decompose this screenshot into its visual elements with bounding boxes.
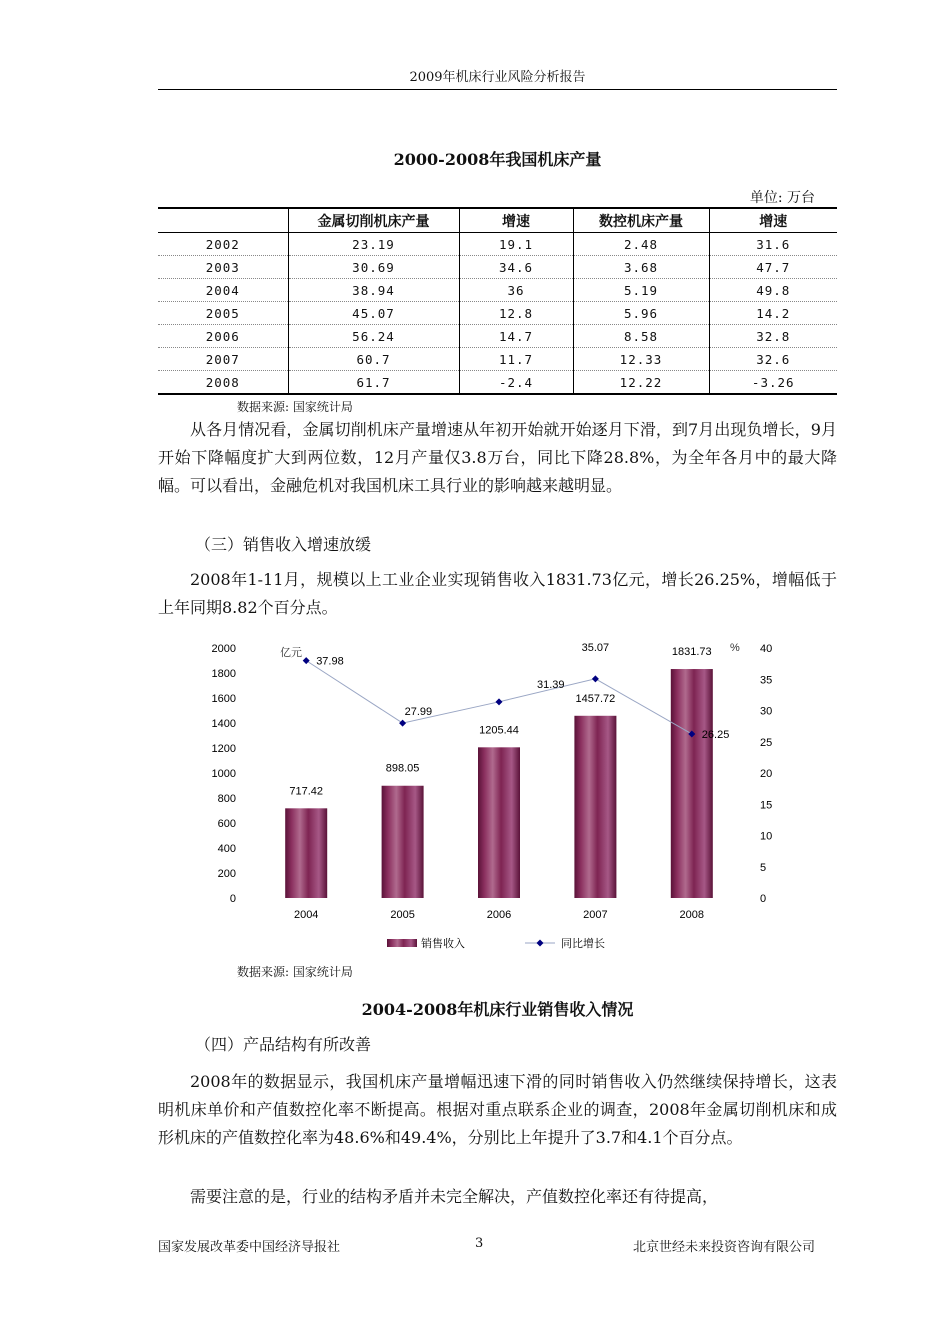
growth-marker [303, 657, 310, 664]
footer-left: 国家发展改革委中国经济导报社 [158, 1240, 341, 1255]
table-cell: 12.33 [573, 348, 709, 371]
sales-revenue-chart [180, 628, 780, 963]
table-cell: 2003 [158, 256, 288, 279]
right-tick-label: 5 [760, 861, 767, 874]
right-tick-label: 30 [760, 705, 773, 718]
table-cell: 5.96 [573, 302, 709, 325]
table-row [158, 371, 837, 395]
paragraph-1-text: 从各月情况看，金属切削机床产量增速从年初开始就开始逐月下滑，到7月出现负增长，9月开始下降幅度扩大到两位数，12月产量仅3.8万台，同比下降28.8%，为全年各月中的最大降幅。可以看出，金融危机对我国机床工具行业的影响越来越明显。 [158, 420, 837, 495]
paragraph-2 [158, 566, 837, 622]
left-tick-label: 800 [217, 793, 236, 805]
sales-bar [574, 716, 616, 898]
x-category-label: 2005 [390, 909, 415, 921]
growth-marker [399, 720, 406, 727]
table-cell: 14.2 [709, 302, 837, 325]
left-tick-label: 1800 [211, 668, 236, 680]
paragraph-4-text: 需要注意的是，行业的结构矛盾并未完全解决，产值数控化率还有待提高， [190, 1187, 719, 1206]
table-cell: 2006 [158, 325, 288, 348]
right-tick-label: 25 [760, 736, 773, 749]
bar-data-label: 1457.72 [575, 692, 616, 705]
sales-bar [671, 669, 713, 898]
x-category-label: 2007 [583, 909, 608, 921]
growth-marker [496, 698, 503, 705]
table-cell: 31.6 [709, 233, 837, 256]
table-row [158, 302, 837, 325]
x-axis-categories [294, 909, 704, 921]
table-cell: 2005 [158, 302, 288, 325]
right-tick-label: 35 [760, 674, 773, 687]
table-cell: 38.94 [288, 279, 459, 302]
table-header-col-1: 金属切削机床产量 [288, 208, 459, 233]
legend-bar-label: 销售收入 [421, 938, 465, 950]
bar-data-label: 898.05 [385, 762, 420, 775]
table-cell: 8.58 [573, 325, 709, 348]
paragraph-2-text: 2008年1-11月，规模以上工业企业实现销售收入1831.73亿元，增长26.25%，增幅低于上年同期8.82个百分点。 [158, 570, 837, 617]
sales-bar [285, 808, 327, 898]
table-cell: 11.7 [459, 348, 573, 371]
table-row [158, 279, 837, 302]
bar-data-label: 1831.73 [671, 646, 712, 659]
chart-caption: 2004-2008年机床行业销售收入情况 [361, 1000, 634, 1019]
table-cell: 23.19 [288, 233, 459, 256]
table-header-col-3: 数控机床产量 [573, 208, 709, 233]
production-table [158, 207, 837, 395]
table-title: 2000-2008年我国机床产量 [393, 150, 602, 169]
table-cell: 2008 [158, 371, 288, 395]
right-tick-label: 40 [760, 643, 773, 655]
table-cell: -3.26 [709, 371, 837, 395]
bar-data-label: 1205.44 [479, 724, 519, 737]
line-data-label: 31.39 [537, 678, 565, 691]
table-cell: 30.69 [288, 256, 459, 279]
table-cell: 32.6 [709, 348, 837, 371]
table-cell: 14.7 [459, 325, 573, 348]
left-tick-label: 0 [229, 893, 236, 905]
left-tick-label: 1000 [211, 768, 236, 780]
left-tick-label: 2000 [211, 643, 236, 655]
table-cell: 2002 [158, 233, 288, 256]
table-header-col-0 [158, 208, 288, 233]
legend-line-marker [537, 940, 544, 947]
left-tick-label: 600 [217, 818, 236, 830]
table-header-col-2: 增速 [459, 208, 573, 233]
left-axis-ticks [212, 643, 236, 905]
table-cell: 12.8 [459, 302, 573, 325]
right-tick-label: 20 [760, 768, 773, 780]
bar-data-label: 717.42 [289, 785, 324, 798]
growth-marker [592, 675, 599, 682]
table-cell: 34.6 [459, 256, 573, 279]
left-axis-label: 亿元 [280, 647, 302, 659]
table-cell: 12.22 [573, 371, 709, 395]
table-row [158, 325, 837, 348]
sales-bar [478, 747, 520, 898]
line-data-label: 35.07 [581, 641, 610, 654]
x-category-label: 2006 [486, 909, 512, 921]
header-rule [158, 89, 837, 90]
footer-page-number: 3 [475, 1236, 484, 1251]
section-3-heading: （三）销售收入增速放缓 [195, 535, 372, 554]
table-cell: 3.68 [573, 256, 709, 279]
footer-right: 北京世经未来投资咨询有限公司 [632, 1240, 815, 1255]
left-tick-label: 400 [217, 843, 236, 855]
table-cell: 19.1 [459, 233, 573, 256]
growth-line [306, 661, 692, 737]
left-tick-label: 200 [217, 868, 236, 880]
table-row [158, 256, 837, 279]
table-cell: 2.48 [573, 233, 709, 256]
table-unit: 单位: 万台 [749, 190, 815, 206]
table-cell: 47.7 [709, 256, 837, 279]
paragraph-3 [158, 1068, 837, 1152]
paragraph-1 [158, 416, 837, 500]
table-cell: 32.8 [709, 325, 837, 348]
left-tick-label: 1400 [211, 718, 236, 730]
x-category-label: 2004 [293, 909, 319, 921]
legend-line-label: 同比增长 [561, 938, 605, 950]
line-data-label: 27.99 [404, 706, 433, 719]
table-cell: 49.8 [709, 279, 837, 302]
table-row [158, 233, 837, 256]
right-tick-label: 15 [760, 799, 773, 812]
chart-legend [387, 936, 605, 950]
chart-source: 数据来源: 国家统计局 [237, 965, 353, 979]
table-header-col-4: 增速 [709, 208, 837, 233]
table-header-row [158, 208, 837, 233]
right-axis-label: % [730, 642, 740, 654]
table-body [158, 233, 837, 395]
left-tick-label: 1200 [211, 743, 236, 755]
table-cell: 56.24 [288, 325, 459, 348]
right-axis-ticks [760, 643, 772, 905]
table-cell: 45.07 [288, 302, 459, 325]
table-cell: 5.19 [573, 279, 709, 302]
legend-bar-swatch [387, 939, 417, 947]
left-tick-label: 1600 [211, 693, 236, 705]
right-tick-label: 0 [760, 893, 767, 905]
table-cell: -2.4 [459, 371, 573, 395]
table-cell: 61.7 [288, 371, 459, 395]
bar-series [285, 646, 713, 898]
right-tick-label: 10 [760, 830, 773, 843]
table-cell: 2004 [158, 279, 288, 302]
table-cell: 2007 [158, 348, 288, 371]
section-4-heading: （四）产品结构有所改善 [195, 1035, 372, 1054]
table-source: 数据来源: 国家统计局 [237, 400, 353, 414]
line-data-label: 37.98 [316, 655, 344, 668]
page-header-title: 2009年机床行业风险分析报告 [409, 70, 586, 85]
table-cell: 60.7 [288, 348, 459, 371]
paragraph-3-text: 2008年的数据显示，我国机床产量增幅迅速下滑的同时销售收入仍然继续保持增长，这表明机床单价和产值数控化率不断提高。根据对重点联系企业的调查，2008年金属切削机床和成形机床的产值数控化率为48.6%和49.4%，分别比上年提升了3.7和4.1个百分点。 [158, 1072, 837, 1147]
sales-bar [382, 786, 424, 898]
table-cell: 36 [459, 279, 573, 302]
paragraph-4 [158, 1183, 837, 1211]
table-row [158, 348, 837, 371]
x-category-label: 2008 [679, 909, 705, 921]
line-data-label: 26.25 [701, 728, 730, 741]
